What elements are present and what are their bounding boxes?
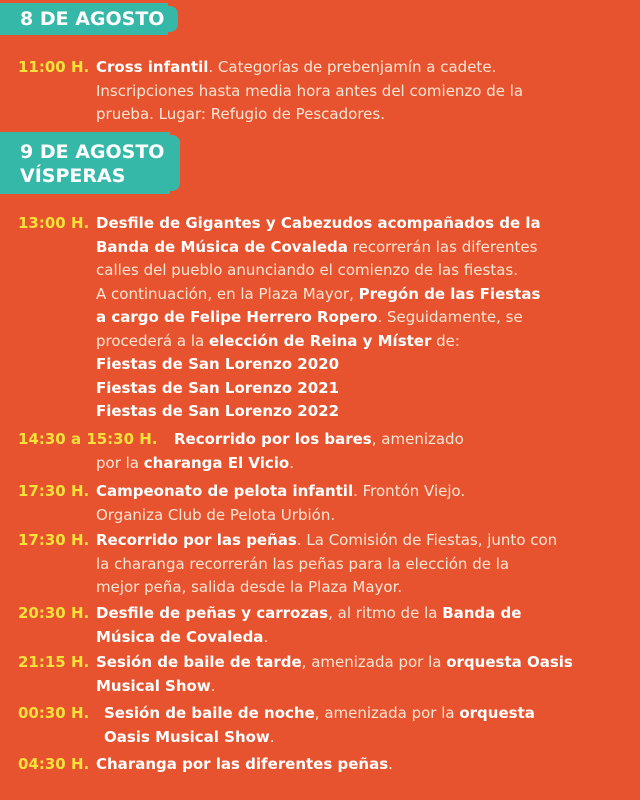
description-line	[96, 80, 628, 104]
header-day-9	[0, 132, 170, 194]
highlight-text: orquesta	[459, 704, 535, 722]
highlight-text: Fiestas de San Lorenzo 2021	[96, 378, 340, 397]
highlight-text: Fiestas de San Lorenzo 2020	[96, 355, 340, 373]
plain-text: .	[289, 453, 294, 472]
entry-time: 00:30 H.	[18, 704, 90, 722]
plain-text: prueba. Lugar: Refugio de Pescadores.	[96, 105, 385, 123]
description-line	[96, 103, 628, 127]
highlight-text: Banda de	[442, 604, 522, 622]
highlight-text: charanga El Vicio	[143, 453, 290, 472]
header-day-9-label: 9 DE AGOSTO	[20, 141, 165, 163]
entry-time: 13:00 H.	[18, 214, 90, 232]
plain-text: , al ritmo de la	[328, 604, 443, 622]
plain-text: , amenizado	[371, 430, 464, 448]
header-day-8-label: 8 DE AGOSTO	[20, 8, 165, 30]
entry-description	[96, 529, 628, 600]
highlight-text: Banda de Música de Covaleda	[96, 237, 348, 256]
entry-description	[96, 428, 628, 475]
highlight-text: Cross infantil	[96, 58, 209, 76]
highlight-text: orquesta Oasis	[446, 653, 573, 671]
description-line	[104, 726, 628, 750]
entry-time: 11:00 H.	[18, 58, 90, 76]
plain-text: , amenizada por la	[314, 704, 460, 722]
entry-time: 04:30 H.	[18, 755, 90, 773]
plain-text: por la	[96, 453, 144, 472]
plain-text: .	[210, 676, 216, 695]
plain-text: procederá a la	[96, 331, 209, 350]
description-line	[96, 504, 628, 528]
highlight-text: Música de Covaleda	[96, 627, 264, 646]
description-line	[96, 377, 628, 401]
plain-text: .	[269, 727, 275, 746]
highlight-text: Sesión de baile de noche	[104, 704, 315, 722]
plain-text: . Frontón Viejo.	[353, 482, 466, 500]
plain-text: .	[388, 755, 393, 773]
highlight-text: Musical Show	[96, 676, 211, 695]
description-line	[104, 702, 628, 726]
entry-description	[96, 480, 628, 527]
description-line	[96, 626, 628, 650]
plain-text: recorrerán las diferentes	[347, 237, 538, 256]
entry-description	[96, 602, 628, 649]
plain-text: Organiza Club de Pelota Urbión.	[96, 505, 336, 524]
entry-description	[96, 212, 628, 424]
entry-description	[96, 56, 628, 127]
description-line	[96, 212, 628, 236]
plain-text: mejor peña, salida desde la Plaza Mayor.	[96, 578, 403, 596]
entry-description	[96, 651, 628, 698]
description-line	[96, 353, 628, 377]
description-line	[96, 236, 628, 260]
entry-time: 14:30 a 15:30 H.	[18, 430, 158, 448]
description-line	[96, 576, 628, 600]
plain-text: . La Comisión de Fiestas, junto con	[296, 531, 558, 549]
entry-time: 21:15 H.	[18, 653, 90, 671]
entry-description	[96, 753, 628, 777]
highlight-text: Oasis Musical Show	[104, 727, 270, 746]
highlight-text: Recorrido por las peñas	[96, 531, 297, 549]
description-line	[96, 306, 628, 330]
plain-text: Inscripciones hasta media hora antes del comienzo de la	[96, 81, 524, 100]
description-line	[96, 651, 628, 675]
plain-text: A continuación, en la Plaza Mayor,	[96, 284, 359, 303]
entry-time: 17:30 H.	[18, 531, 90, 549]
plain-text: . Categorías de prebenjamín a cadete.	[208, 58, 497, 76]
plain-text: calles del pueblo anunciando el comienzo de las fiestas.	[96, 261, 518, 279]
plain-text: , amenizada por la	[301, 653, 447, 671]
description-line	[96, 56, 628, 80]
highlight-text: Fiestas de San Lorenzo 2022	[96, 402, 340, 420]
description-line	[96, 675, 628, 699]
entry-time: 20:30 H.	[18, 604, 90, 622]
highlight-text: elección de Reina y Míster	[208, 331, 432, 350]
plain-text: de:	[431, 331, 460, 350]
plain-text: .	[263, 627, 269, 646]
highlight-text: Sesión de baile de tarde	[96, 653, 302, 671]
plain-text: la charanga recorrerán las peñas para la elección de la	[96, 554, 510, 573]
highlight-text: Desfile de peñas y carrozas	[96, 604, 329, 622]
header-day-9-sub: VÍSPERAS	[20, 165, 126, 187]
highlight-text: Recorrido por los bares	[174, 430, 372, 448]
header-day-8	[0, 3, 168, 35]
description-line	[96, 283, 628, 307]
plain-text: . Seguidamente, se	[377, 308, 523, 326]
description-line	[174, 428, 628, 452]
description-line	[96, 602, 628, 626]
highlight-text: Charanga por las diferentes peñas	[96, 755, 389, 773]
highlight-text: Campeonato de pelota infantil	[96, 482, 354, 500]
description-line	[96, 452, 628, 476]
description-line	[96, 480, 628, 504]
description-line	[96, 529, 628, 553]
entry-time: 17:30 H.	[18, 482, 90, 500]
description-line	[96, 259, 628, 283]
description-line	[96, 400, 628, 424]
highlight-text: a cargo de Felipe Herrero Ropero	[96, 308, 378, 326]
description-line	[96, 553, 628, 577]
highlight-text: Desfile de Gigantes y Cabezudos acompañados de la	[96, 214, 541, 232]
highlight-text: Pregón de las Fiestas	[358, 284, 541, 303]
entry-description	[104, 702, 628, 749]
description-line	[96, 330, 628, 354]
description-line	[96, 753, 628, 777]
